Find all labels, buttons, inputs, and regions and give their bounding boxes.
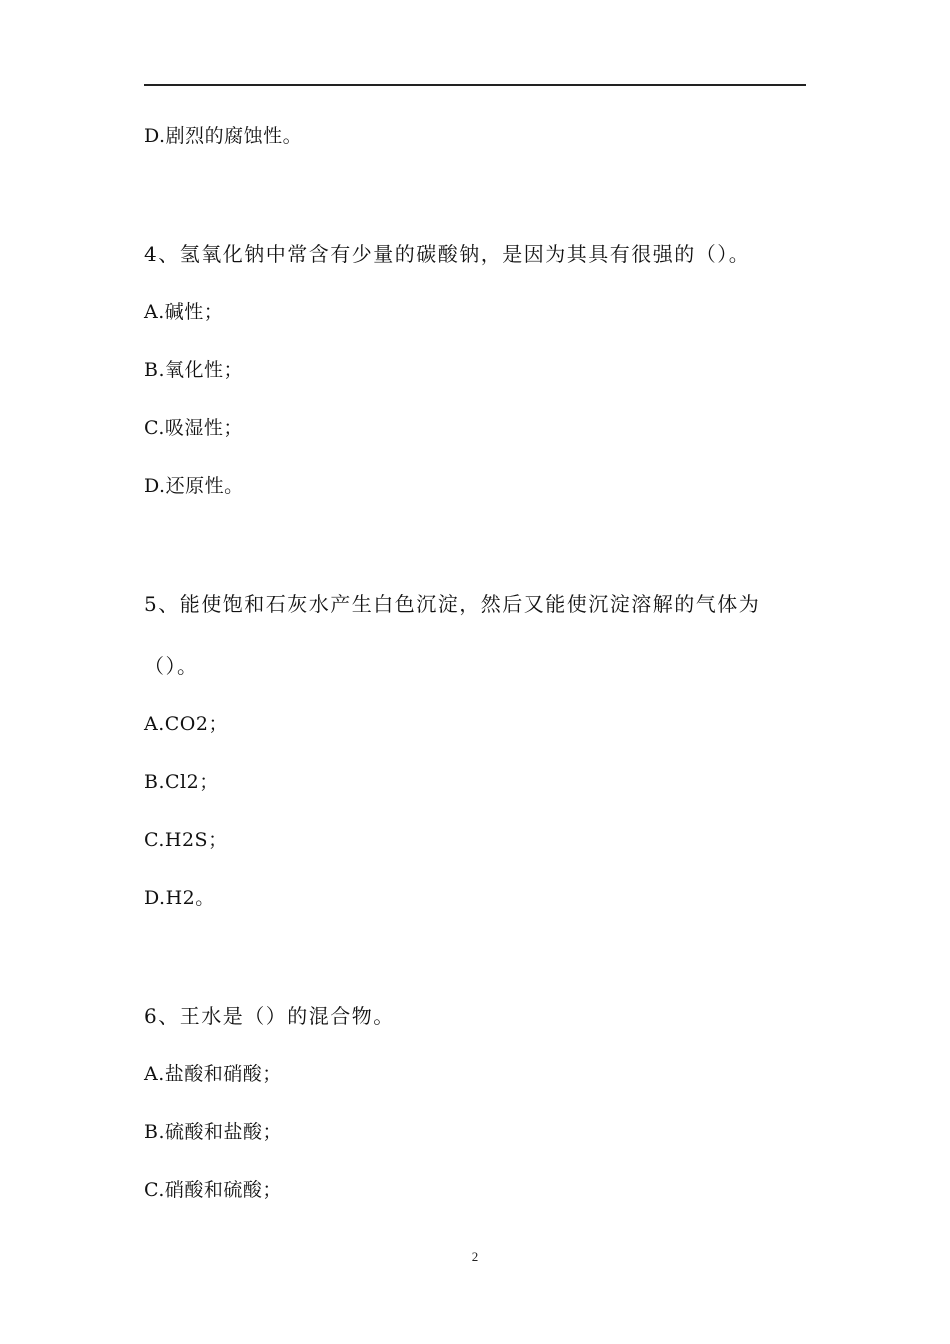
question-5-stem-line-1: 5、能使饱和石灰水产生白色沉淀，然后又能使沉淀溶解的气体为 — [144, 592, 761, 616]
question-6-option-b: B.硫酸和盐酸； — [144, 1121, 283, 1143]
question-6-option-a: A.盐酸和硝酸； — [144, 1063, 282, 1085]
question-6-stem: 6、王水是（）的混合物。 — [144, 1004, 395, 1028]
question-4-option-d: D.还原性。 — [144, 475, 244, 497]
question-5-option-b: B.Cl2； — [144, 771, 219, 793]
question-5-stem-line-2: （）。 — [144, 654, 199, 678]
question-5-option-d: D.H2。 — [144, 887, 215, 909]
question-4-option-b: B.氧化性； — [144, 359, 244, 381]
question-4-option-a: A.碱性； — [144, 301, 224, 323]
header-rule — [144, 84, 806, 86]
prev-question-option-d: D.剧烈的腐蚀性。 — [144, 125, 303, 147]
question-4-stem: 4、氢氧化钠中常含有少量的碳酸钠，是因为其具有很强的（）。 — [144, 242, 751, 266]
question-6-option-c: C.硝酸和硫酸； — [144, 1179, 282, 1201]
question-5-option-a: A.CO2； — [144, 713, 228, 735]
page-number: 2 — [471, 1249, 479, 1264]
question-4-option-c: C.吸湿性； — [144, 417, 243, 439]
question-5-option-c: C.H2S； — [144, 829, 228, 851]
